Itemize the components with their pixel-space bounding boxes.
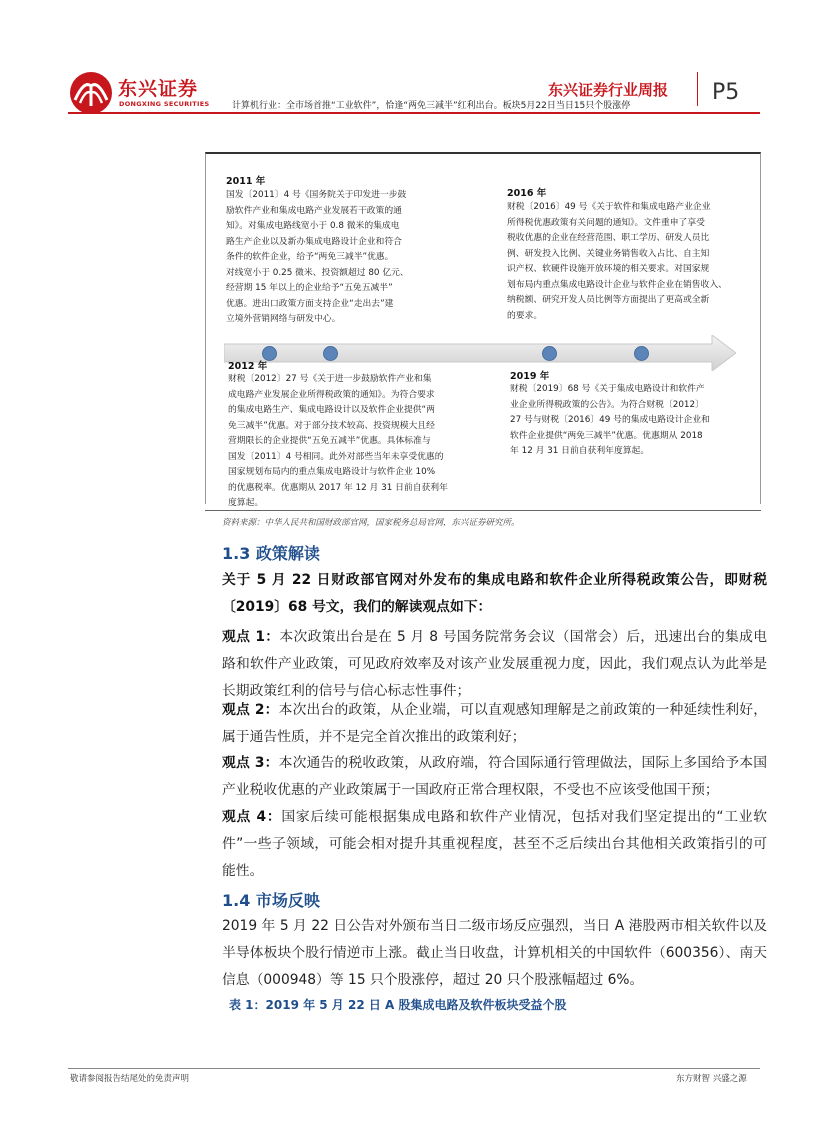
page-number: P5 [712, 80, 740, 105]
section-lead: 关于 5 月 22 日财政部官网对外发布的集成电路和软件企业所得税政策公告，即财税〔2019〕68 号文，我们的解读观点如下： [222, 572, 767, 615]
footer-disclaimer: 敬请参阅报告结尾处的免责声明 [70, 1074, 190, 1084]
timeline-line: 经营期 15 年以上的企业给予“五免五减半” [226, 283, 393, 293]
timeline-line: 国家规划布局内的重点集成电路设计与软件企业 10% [228, 467, 436, 477]
timeline-text-2012 [228, 372, 480, 512]
figure-bottom-rule [205, 510, 761, 511]
timeline-line: 识产权、软硬件设施开放环境的相关要求。对国家规 [507, 264, 710, 274]
footer-slogan: 东方财智 兴盛之源 [676, 1074, 747, 1084]
timeline-line: 27 号与财税〔2016〕49 号的集成电路设计企业和 [510, 415, 710, 425]
timeline-dot-2019 [634, 346, 649, 361]
timeline-line: 例、研发投入比例、关键业务销售收入占比、自主知 [507, 248, 710, 259]
viewpoint-4-text: 国家后续可能根据集成电路和软件产业情况，包括对我们坚定提出的“工业软件”一些子领域，可能会相对提升其重视程度，甚至不乏后续出台其他相关政策指引的可能性。 [222, 809, 768, 879]
timeline-dot-2016 [542, 346, 557, 361]
timeline-line: 业企业所得税政策的公告》。为符合财税〔2012〕 [510, 399, 704, 410]
timeline-line: 度算起。 [228, 498, 264, 508]
figure-source: 资料来源：中华人民共和国财政部官网，国家税务总局官网，东兴证券研究所。 [222, 518, 520, 528]
logo-cn-text: 东兴证券 [118, 78, 199, 100]
dongxing-logo-icon [68, 70, 114, 116]
timeline-line: 成电路产业发展企业所得税政策的通知》。为符合要求 [228, 389, 435, 400]
market-reaction-text: 2019 年 5 月 22 日公告对外颁布当日二级市场反应强烈，当日 A 港股两市相关软件以及半导体板块个股行情逆市上涨。截止当日收盘，计算机相关的中国软件（600356）、南天信息（000948）等 15 只个股涨停，超过 20 只个股涨幅超过 6%。 [222, 918, 767, 988]
timeline-line: 财税〔2012〕27 号《关于进一步鼓励软件产业和集 [228, 374, 432, 384]
timeline-line: 软件企业提供“两免三减半”优惠。优惠期从 2018 [510, 430, 703, 441]
timeline-line: 立境外营销网络与研发中心。 [226, 314, 341, 324]
timeline-line: 的要求。 [507, 310, 543, 321]
timeline-line: 划布局内重点集成电路设计企业与软件企业在销售收入、 [507, 279, 727, 290]
timeline-line: 国发〔2011〕4 号相同。此外对部些当年未享受优惠的 [228, 451, 444, 462]
timeline-year-2012: 2012 年 [228, 361, 268, 372]
report-name: 东兴证券行业周报 [548, 81, 669, 99]
table-caption: 表 1：2019 年 5 月 22 日 A 股集成电路及软件板块受益个股 [229, 998, 567, 1012]
company-logo [68, 70, 228, 116]
viewpoint-4 [222, 804, 767, 885]
viewpoint-1-label: 观点 1： [222, 629, 280, 645]
timeline-line: 税收优惠的企业在经营范围、职工学历、研发人员比 [507, 233, 710, 243]
section-title-1-3: 1.3 政策解读 [222, 544, 320, 563]
timeline-line: 纳税额、研究开发人员比例等方面提出了更高或全新 [507, 295, 710, 305]
timeline-year-2019: 2019 年 [510, 371, 550, 382]
timeline-line: 国发〔2011〕4 号《国务院关于印发进一步鼓 [226, 190, 407, 200]
report-subtitle: 计算机行业：全市场首推“工业软件”，恰逢“两免三减半”红利出台。板块5月22日当日15只个股涨停 [232, 101, 631, 111]
timeline-line: 财税〔2016〕49 号《关于软件和集成电路产业企业 [507, 202, 711, 212]
timeline-line: 对线宽小于 0.25 微米、投资额超过 80 亿元、 [226, 267, 409, 278]
timeline-arrow [224, 335, 736, 371]
footer-rule [68, 1068, 760, 1069]
header-divider [697, 72, 698, 106]
timeline-year-2016: 2016 年 [507, 188, 547, 199]
timeline-text-2011 [226, 188, 454, 328]
viewpoint-4-label: 观点 4： [222, 809, 282, 825]
viewpoint-1 [222, 624, 767, 705]
timeline-line: 财税〔2019〕68 号《关于集成电路设计和软件产 [510, 384, 705, 394]
viewpoint-3 [222, 750, 767, 804]
section-title-1-4: 1.4 市场反映 [222, 891, 320, 910]
timeline-line: 励软件产业和集成电路产业发展若干政策的通 [226, 205, 402, 216]
viewpoint-2-text: 本次出台的政策，从企业端，可以直观感知理解是之前政策的一种延续性利好，属于通告性质，并不是完全首次推出的政策利好； [222, 702, 768, 745]
timeline-line: 免三减半”优惠。对于部分技术较高、投资规模大且经 [228, 420, 435, 431]
timeline-line: 营期限长的企业提供“五免五减半”优惠。具体标准与 [228, 436, 431, 446]
viewpoint-3-text: 本次通告的税收政策，从政府端，符合国际通行管理做法，国际上多国给予本国产业税收优惠的产业政策属于一国政府正常合理权限，不受也不应该受他国干预； [222, 755, 768, 798]
timeline-year-2011: 2011 年 [226, 176, 266, 187]
timeline-line: 的集成电路生产、集成电路设计以及软件企业提供“两 [228, 405, 435, 415]
timeline-line: 优惠。进出口政策方面支持企业“走出去”建 [226, 298, 394, 309]
timeline-line: 条件的软件企业，给予“两免三减半”优惠。 [226, 252, 394, 262]
viewpoint-3-label: 观点 3： [222, 755, 279, 771]
viewpoint-2 [222, 697, 767, 751]
viewpoint-1-text: 本次政策出台是在 5 月 8 号国务院常务会议（国常会）后，迅速出台的集成电路和软件产业政策，可见政府效率及对该产业发展重视力度，因此，我们观点认为此举是长期政策红利的信号与信心标志性事件； [222, 629, 767, 699]
timeline-line: 的优惠税率。优惠期从 2017 年 12 月 31 日前自获利年 [228, 482, 448, 493]
header-rule [68, 112, 760, 114]
timeline-dot-2012 [323, 346, 338, 361]
timeline-line: 所得税优惠政策有关问题的通知》。文件重申了享受 [507, 217, 705, 228]
timeline-text-2019 [510, 382, 750, 460]
timeline-text-2016 [507, 200, 751, 324]
timeline-line: 路生产企业以及新办集成电路设计企业和符合 [226, 236, 402, 247]
logo-en-text: DONGXING SECURITIES [119, 100, 210, 108]
timeline-line: 知》。对集成电路线宽小于 0.8 微米的集成电 [226, 221, 400, 231]
viewpoint-2-label: 观点 2： [222, 702, 279, 718]
timeline-line: 年 12 月 31 日前自获利年度算起。 [510, 446, 650, 456]
